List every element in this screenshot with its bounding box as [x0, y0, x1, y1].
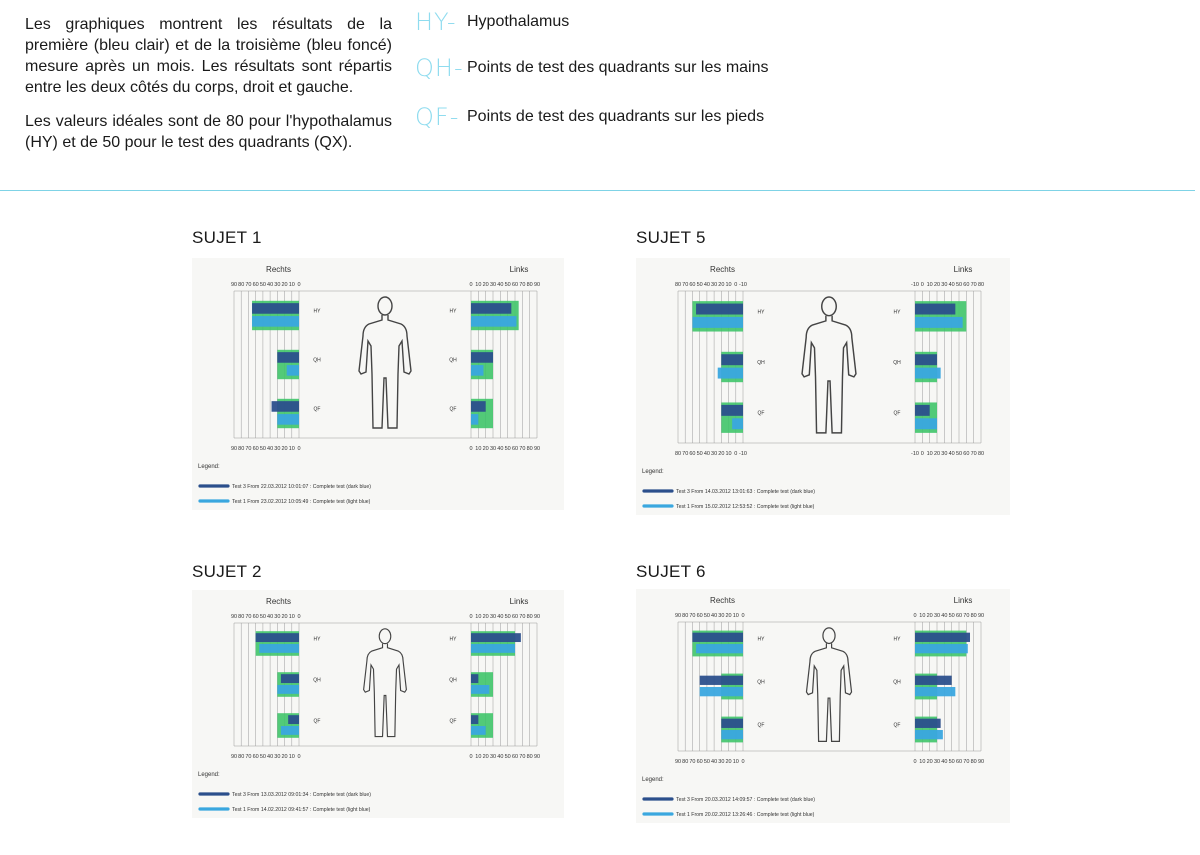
- right-tick-label: 10: [732, 759, 739, 765]
- bar-right: [277, 685, 299, 694]
- left-tick-label: 30: [489, 446, 497, 452]
- right-tick-label: 40: [703, 282, 710, 288]
- bar-left: [471, 401, 486, 412]
- row-label: QF: [313, 718, 321, 725]
- right-tick-label: 20: [718, 282, 725, 288]
- left-tick-label: 60: [955, 759, 963, 765]
- legend-title: Legend:: [642, 777, 664, 783]
- left-tick-label: 30: [933, 759, 941, 765]
- right-tick-label: 10: [725, 282, 732, 288]
- row-label: QF: [449, 718, 457, 725]
- bar-left: [471, 365, 483, 376]
- bar-left: [915, 730, 943, 739]
- left-tick-label: 40: [948, 282, 955, 288]
- bar-right: [281, 674, 299, 683]
- abbreviation-label: Hypothalamus: [467, 13, 570, 30]
- left-tick-label: 0: [469, 754, 473, 760]
- right-tick-label: 50: [259, 282, 266, 288]
- legend-title: Legend:: [642, 469, 664, 475]
- right-tick-label: 60: [689, 451, 696, 457]
- right-tick-label: 60: [252, 754, 259, 760]
- bar-left: [471, 685, 489, 694]
- row-label: QF: [313, 406, 321, 413]
- right-tick-label: 20: [281, 446, 288, 452]
- intro-paragraph-2: Les valeurs idéales sont de 80 pour l'hypothalamus (HY) et de 50 pour le test des quadrants (QX).: [25, 113, 392, 151]
- right-tick-label: 40: [267, 282, 274, 288]
- rechts-label: Rechts: [710, 265, 735, 274]
- bar-left: [471, 414, 478, 425]
- left-tick-label: 30: [941, 451, 948, 457]
- bar-left: [471, 644, 515, 653]
- bar-right: [281, 726, 299, 735]
- right-tick-label: 60: [252, 446, 259, 452]
- right-tick-label: 0: [297, 614, 301, 620]
- right-tick-label: 60: [689, 282, 696, 288]
- left-tick-label: 10: [926, 282, 933, 288]
- right-tick-label: -10: [739, 451, 747, 457]
- chart-scan-sujet-6: [636, 589, 1010, 823]
- intro-text: [25, 14, 392, 166]
- left-tick-label: 10: [926, 451, 933, 457]
- left-tick-label: 70: [963, 613, 970, 619]
- bar-right: [721, 730, 743, 739]
- left-tick-label: 70: [970, 451, 977, 457]
- right-tick-label: 70: [689, 759, 696, 765]
- left-tick-label: 10: [475, 754, 482, 760]
- left-tick-label: 80: [977, 451, 985, 457]
- bar-left: [915, 354, 937, 365]
- panel-title-sujet-2: SUJET 2: [192, 562, 262, 581]
- abbreviation-label: Points de test des quadrants sur les pieds: [467, 108, 765, 125]
- left-tick-label: 80: [526, 614, 533, 620]
- left-tick-label: 60: [963, 451, 970, 457]
- abbreviation-qf: [415, 103, 764, 131]
- bar-left: [915, 633, 970, 642]
- right-tick-label: 90: [674, 759, 682, 765]
- left-tick-label: 50: [955, 451, 963, 457]
- left-tick-label: 40: [497, 754, 504, 760]
- chart-svg: [636, 589, 1010, 823]
- bar-left: [915, 644, 968, 653]
- left-tick-label: 10: [919, 759, 926, 765]
- left-tick-label: 30: [489, 614, 497, 620]
- chart-svg: [192, 258, 564, 510]
- right-tick-label: 80: [238, 754, 245, 760]
- right-tick-label: 30: [274, 446, 281, 452]
- bar-right: [277, 352, 299, 363]
- bar-right: [277, 414, 299, 425]
- row-label: QH: [893, 360, 901, 366]
- bar-right: [252, 303, 299, 314]
- left-tick-label: 90: [533, 282, 541, 288]
- right-tick-label: 50: [259, 446, 266, 452]
- bar-left: [915, 368, 941, 379]
- right-tick-label: 80: [682, 759, 689, 765]
- left-tick-label: 80: [970, 759, 977, 765]
- right-tick-label: 70: [682, 451, 689, 457]
- legend-light-label: Test 1 From 20.02.2012 13:26:46 : Complete test (light blue): [676, 812, 815, 818]
- left-tick-label: 30: [933, 613, 941, 619]
- legend-title: Legend:: [198, 464, 220, 470]
- row-label: HY: [449, 636, 457, 643]
- right-tick-label: 0: [734, 282, 738, 288]
- abbreviation-code: HY-: [415, 8, 457, 36]
- row-label: HY: [313, 636, 321, 643]
- right-tick-label: 90: [674, 613, 682, 619]
- left-tick-label: 70: [963, 759, 970, 765]
- rechts-label: Rechts: [266, 597, 291, 606]
- right-tick-label: 50: [696, 282, 703, 288]
- right-tick-label: 0: [741, 759, 745, 765]
- right-tick-label: 80: [674, 451, 682, 457]
- left-tick-label: 60: [955, 613, 963, 619]
- left-tick-label: 50: [504, 282, 511, 288]
- right-tick-label: 90: [230, 614, 238, 620]
- left-tick-label: 20: [482, 282, 489, 288]
- left-tick-label: 70: [519, 282, 526, 288]
- right-tick-label: 30: [274, 614, 281, 620]
- body-outline-icon: [802, 297, 856, 433]
- left-tick-label: 20: [482, 614, 489, 620]
- bar-left: [915, 719, 941, 728]
- bar-left: [915, 418, 937, 429]
- bar-left: [471, 633, 521, 642]
- left-tick-label: 60: [511, 446, 519, 452]
- left-tick-label: 60: [511, 282, 519, 288]
- rechts-label: Rechts: [710, 596, 735, 605]
- left-tick-label: 80: [970, 613, 977, 619]
- right-tick-label: 30: [274, 754, 281, 760]
- body-outline-icon: [806, 628, 851, 742]
- right-tick-label: 0: [741, 613, 745, 619]
- row-label: HY: [893, 636, 901, 643]
- bar-right: [721, 354, 743, 365]
- left-tick-label: 20: [926, 613, 933, 619]
- bar-left: [471, 316, 516, 327]
- row-label: QH: [449, 357, 457, 364]
- bar-left: [471, 726, 486, 735]
- right-tick-label: 40: [267, 614, 274, 620]
- left-tick-label: 0: [469, 282, 473, 288]
- row-label: QH: [313, 677, 321, 684]
- section-divider: [0, 190, 1195, 191]
- right-tick-label: 10: [288, 614, 295, 620]
- row-label: QF: [757, 722, 765, 729]
- panel-title-sujet-1: SUJET 1: [192, 228, 262, 247]
- bar-left: [471, 303, 511, 314]
- panel-title-sujet-5: SUJET 5: [636, 228, 706, 247]
- left-tick-label: 60: [511, 754, 519, 760]
- left-tick-label: 10: [475, 446, 482, 452]
- bar-left: [915, 317, 963, 328]
- right-tick-label: 40: [711, 759, 718, 765]
- bar-right: [272, 401, 299, 412]
- right-tick-label: 0: [297, 754, 301, 760]
- left-tick-label: 60: [963, 282, 970, 288]
- left-tick-label: 70: [519, 446, 526, 452]
- right-tick-label: 90: [230, 754, 238, 760]
- right-tick-label: 50: [696, 451, 703, 457]
- bar-right: [732, 418, 743, 429]
- legend-light-label: Test 1 From 14.02.2012 09:41:57 : Complete test (light blue): [232, 807, 371, 813]
- bar-right: [700, 676, 743, 685]
- row-label: HY: [757, 309, 765, 316]
- bar-left: [471, 674, 478, 683]
- row-label: HY: [313, 308, 321, 315]
- bar-right: [692, 317, 743, 328]
- left-tick-label: 20: [482, 754, 489, 760]
- row-label: QH: [313, 357, 321, 364]
- right-tick-label: 60: [252, 614, 259, 620]
- left-tick-label: 20: [482, 446, 489, 452]
- bar-right: [252, 316, 299, 327]
- links-label: Links: [953, 265, 973, 274]
- legend-dark-label: Test 3 From 22.03.2012 10:01:07 : Complete test (dark blue): [232, 484, 371, 490]
- left-tick-label: 50: [948, 613, 955, 619]
- right-tick-label: 20: [718, 451, 725, 457]
- abbreviation-label: Points de test des quadrants sur les mains: [467, 59, 769, 76]
- left-tick-label: 80: [526, 446, 533, 452]
- left-tick-label: 90: [533, 614, 541, 620]
- right-tick-label: 70: [245, 754, 252, 760]
- left-tick-label: 0: [913, 613, 917, 619]
- right-tick-label: 0: [734, 451, 738, 457]
- right-tick-label: 20: [725, 759, 732, 765]
- left-tick-label: 0: [913, 759, 917, 765]
- bar-right: [288, 715, 299, 724]
- abbreviation-code: QH-: [415, 54, 464, 82]
- rechts-label: Rechts: [266, 265, 291, 274]
- chart-scan-sujet-2: [192, 590, 564, 818]
- links-label: Links: [509, 597, 529, 606]
- right-tick-label: 50: [259, 754, 266, 760]
- row-label: QF: [449, 406, 457, 413]
- left-tick-label: 0: [920, 451, 924, 457]
- left-tick-label: 60: [511, 614, 519, 620]
- left-tick-label: 50: [948, 759, 955, 765]
- right-tick-label: 20: [725, 613, 732, 619]
- right-tick-label: 60: [252, 282, 259, 288]
- bar-left: [915, 304, 955, 315]
- bar-right: [287, 365, 299, 376]
- abbreviation-hy: [415, 8, 569, 36]
- legend-dark-label: Test 3 From 14.03.2012 13:01:63 : Complete test (dark blue): [676, 489, 815, 495]
- right-tick-label: 40: [267, 446, 274, 452]
- bar-left: [471, 352, 493, 363]
- left-tick-label: 0: [469, 614, 473, 620]
- chart-svg: [192, 590, 564, 818]
- body-outline-icon: [359, 297, 411, 428]
- left-tick-label: 90: [977, 759, 985, 765]
- left-tick-label: 30: [489, 282, 497, 288]
- left-tick-label: 10: [919, 613, 926, 619]
- left-tick-label: 40: [497, 446, 504, 452]
- left-tick-label: 90: [533, 446, 541, 452]
- right-tick-label: 70: [245, 446, 252, 452]
- right-tick-label: 20: [281, 282, 288, 288]
- left-tick-label: 0: [920, 282, 924, 288]
- right-tick-label: 60: [696, 759, 703, 765]
- left-tick-label: 20: [933, 282, 941, 288]
- row-label: QH: [757, 360, 765, 366]
- left-tick-label: 40: [941, 759, 948, 765]
- bar-right: [259, 644, 299, 653]
- row-label: QH: [449, 677, 457, 684]
- bar-right: [256, 633, 299, 642]
- right-tick-label: 80: [238, 282, 245, 288]
- left-tick-label: 70: [519, 614, 526, 620]
- right-tick-label: 70: [245, 282, 252, 288]
- right-tick-label: 20: [281, 614, 288, 620]
- right-tick-label: 30: [711, 451, 718, 457]
- right-tick-label: 80: [682, 613, 689, 619]
- chart-svg: [636, 258, 1010, 515]
- left-tick-label: -10: [911, 451, 919, 457]
- right-tick-label: 30: [274, 282, 281, 288]
- right-tick-label: 30: [711, 282, 718, 288]
- right-tick-label: 40: [703, 451, 710, 457]
- chart-scan-sujet-5: [636, 258, 1010, 515]
- links-label: Links: [953, 596, 973, 605]
- right-tick-label: 10: [725, 451, 732, 457]
- left-tick-label: 50: [504, 614, 511, 620]
- right-tick-label: 0: [297, 282, 301, 288]
- left-tick-label: 20: [926, 759, 933, 765]
- left-tick-label: 0: [469, 446, 473, 452]
- legend-dark-label: Test 3 From 20.03.2012 14:09:57 : Complete test (dark blue): [676, 797, 815, 803]
- row-label: HY: [893, 309, 901, 316]
- bar-right: [696, 304, 743, 315]
- right-tick-label: 40: [267, 754, 274, 760]
- left-tick-label: 50: [504, 446, 511, 452]
- row-label: QF: [757, 410, 765, 417]
- left-tick-label: 90: [533, 754, 541, 760]
- bar-right: [692, 633, 743, 642]
- right-tick-label: 50: [703, 759, 710, 765]
- right-tick-label: 60: [696, 613, 703, 619]
- right-tick-label: 10: [288, 282, 295, 288]
- right-tick-label: 30: [718, 759, 725, 765]
- left-tick-label: 10: [475, 282, 482, 288]
- chart-scan-sujet-1: [192, 258, 564, 510]
- right-tick-label: 30: [718, 613, 725, 619]
- row-label: QF: [893, 410, 901, 417]
- right-tick-label: 20: [281, 754, 288, 760]
- panel-title-sujet-6: SUJET 6: [636, 562, 706, 581]
- row-label: QH: [757, 679, 765, 686]
- left-tick-label: 80: [977, 282, 985, 288]
- right-tick-label: -10: [739, 282, 747, 288]
- right-tick-label: 90: [230, 282, 238, 288]
- right-tick-label: 70: [245, 614, 252, 620]
- intro-paragraph-1: Les graphiques montrent les résultats de la première (bleu clair) et de la troisième (bleu foncé) mesure après un mois. Les résultats sont répartis entre les deux côtés du corps, droit et gauche.: [25, 16, 392, 96]
- bar-right: [696, 644, 743, 653]
- abbreviation-qh: [415, 54, 769, 82]
- left-tick-label: 10: [475, 614, 482, 620]
- left-tick-label: 40: [948, 451, 955, 457]
- bar-left: [915, 676, 952, 685]
- right-tick-label: 10: [288, 754, 295, 760]
- right-tick-label: 40: [711, 613, 718, 619]
- right-tick-label: 80: [238, 614, 245, 620]
- bar-right: [721, 719, 743, 728]
- right-tick-label: 70: [689, 613, 696, 619]
- right-tick-label: 10: [732, 613, 739, 619]
- legend-light-label: Test 1 From 15.02.2012 12:53:52 : Complete test (light blue): [676, 504, 815, 510]
- right-tick-label: 80: [238, 446, 245, 452]
- bar-right: [721, 405, 743, 416]
- abbreviation-code: QF-: [415, 103, 460, 131]
- left-tick-label: 40: [497, 282, 504, 288]
- bar-right: [718, 368, 743, 379]
- right-tick-label: 80: [674, 282, 682, 288]
- left-tick-label: 50: [955, 282, 963, 288]
- right-tick-label: 50: [703, 613, 710, 619]
- left-tick-label: 30: [941, 282, 948, 288]
- left-tick-label: 70: [970, 282, 977, 288]
- right-tick-label: 90: [230, 446, 238, 452]
- legend-title: Legend:: [198, 772, 220, 778]
- left-tick-label: 90: [977, 613, 985, 619]
- left-tick-label: 50: [504, 754, 511, 760]
- bar-right: [700, 687, 743, 696]
- legend-dark-label: Test 3 From 13.03.2012 09:01:34 : Complete test (dark blue): [232, 792, 371, 798]
- right-tick-label: 70: [682, 282, 689, 288]
- left-tick-label: 70: [519, 754, 526, 760]
- right-tick-label: 0: [297, 446, 301, 452]
- right-tick-label: 50: [259, 614, 266, 620]
- bar-left: [471, 715, 478, 724]
- links-label: Links: [509, 265, 529, 274]
- row-label: QF: [893, 722, 901, 729]
- bar-left: [915, 687, 955, 696]
- row-label: QH: [893, 679, 901, 686]
- legend-light-label: Test 1 From 23.02.2012 10:05:49 : Complete test (light blue): [232, 499, 371, 505]
- row-label: HY: [757, 636, 765, 643]
- bar-left: [915, 405, 930, 416]
- left-tick-label: -10: [911, 282, 919, 288]
- row-label: HY: [449, 308, 457, 315]
- left-tick-label: 20: [933, 451, 941, 457]
- left-tick-label: 40: [497, 614, 504, 620]
- left-tick-label: 80: [526, 754, 533, 760]
- body-outline-icon: [364, 629, 407, 737]
- left-tick-label: 30: [489, 754, 497, 760]
- left-tick-label: 40: [941, 613, 948, 619]
- left-tick-label: 80: [526, 282, 533, 288]
- right-tick-label: 10: [288, 446, 295, 452]
